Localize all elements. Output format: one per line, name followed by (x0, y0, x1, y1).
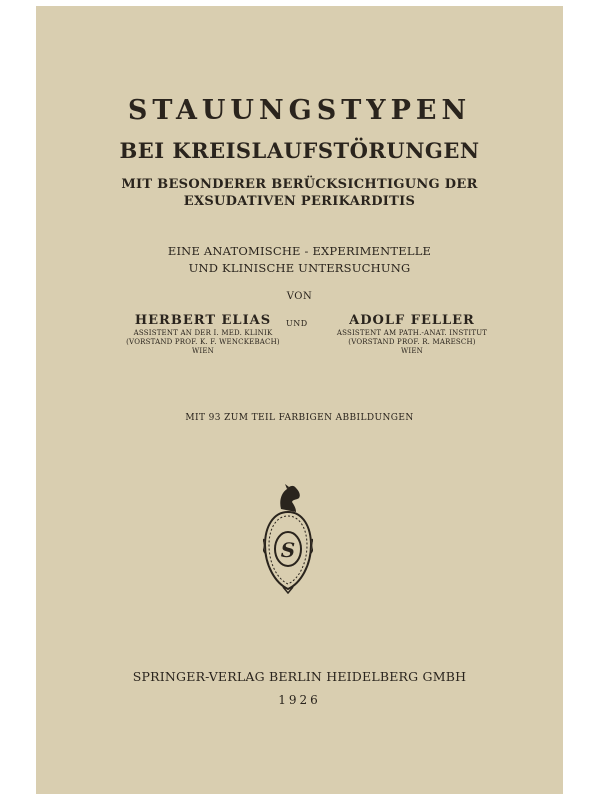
author-director: (VORSTAND PROF. K. F. WENCKEBACH) (126, 338, 280, 346)
book-title-line-2: BEI KREISLAUFSTÖRUNGEN (119, 138, 480, 163)
author-city: WIEN (401, 347, 423, 355)
author-2 (312, 313, 512, 356)
springer-knight-emblem-icon (263, 479, 313, 594)
title-page (36, 6, 563, 794)
illustrations-note: MIT 93 ZUM TEIL FARBIGEN ABBILDUNGEN (185, 413, 414, 423)
author-director: (VORSTAND PROF. R. MARESCH) (348, 338, 476, 346)
author-name: ADOLF FELLER (349, 313, 475, 328)
publisher: SPRINGER-VERLAG BERLIN HEIDELBERG GMBH (132, 669, 467, 684)
by-label: VON (286, 291, 313, 302)
subtitle-line-2: EXSUDATIVEN PERIKARDITIS (183, 194, 416, 209)
description-line-1: EINE ANATOMISCHE - EXPERIMENTELLE (167, 244, 432, 258)
subtitle-line-1: MIT BESONDERER BERÜCKSICHTIGUNG DER (121, 177, 478, 192)
logo-monogram: S (280, 538, 296, 562)
publication-year: 1926 (278, 693, 321, 707)
author-affiliation: ASSISTENT AN DER I. MED. KLINIK (133, 329, 273, 337)
book-title-line-1: STAUUNGSTYPEN (127, 95, 472, 126)
author-city: WIEN (192, 347, 214, 355)
description-line-2: UND KLINISCHE UNTERSUCHUNG (188, 261, 411, 275)
author-1 (98, 313, 308, 356)
conjunction-label: UND (286, 319, 308, 328)
author-name: HERBERT ELIAS (134, 313, 272, 328)
author-affiliation: ASSISTENT AM PATH.-ANAT. INSTITUT (336, 329, 488, 337)
